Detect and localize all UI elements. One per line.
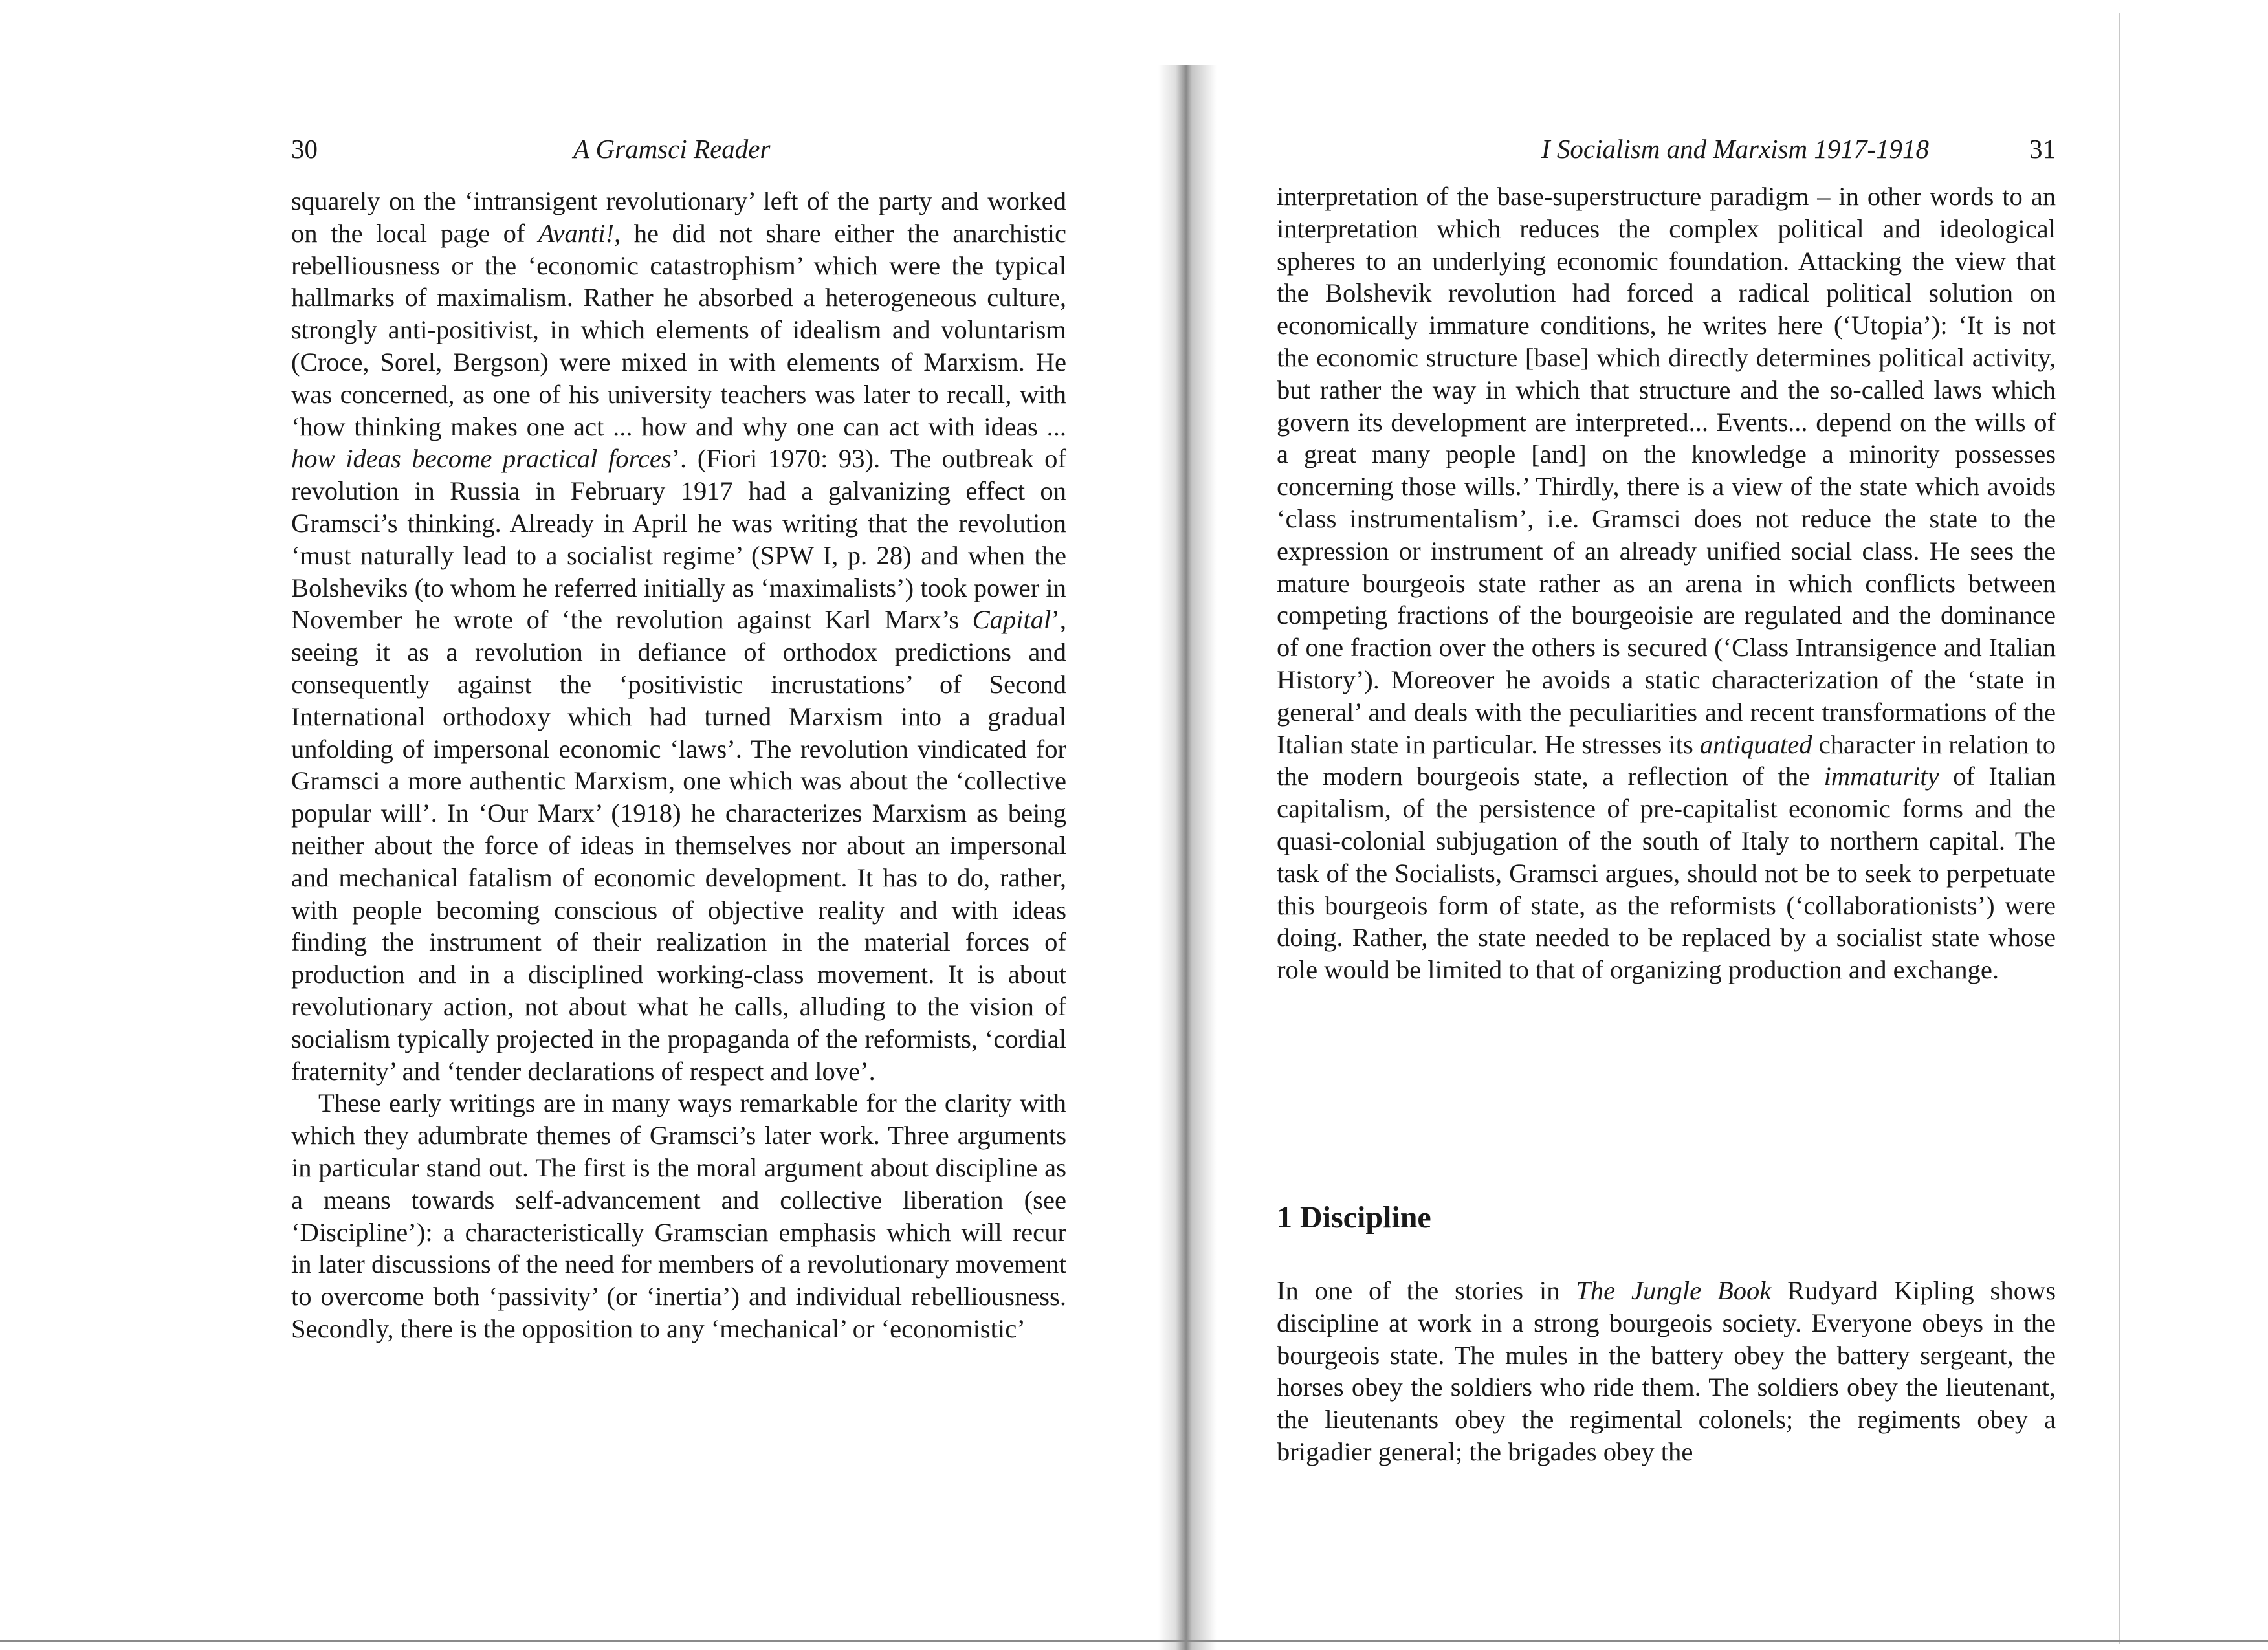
page-edge-line (2119, 13, 2120, 1644)
bottom-edge-line (0, 1640, 2268, 1642)
text-segment: character in relation to the modern bourgeois state, a reflection of the (1277, 729, 2056, 791)
italic-text-segment: The Jungle Book (1576, 1276, 1772, 1305)
paragraph (291, 1087, 1066, 1345)
text-segment: These early writings are in many ways remarkable for the clarity with which they adumbrate themes of Gramsci’s later work. Three arguments in particular stand out. The first is the moral argument about discipline as a means towards self-advancement and collective liberation (see ‘Discipline’): a characteristically Gramscian emphasis which will recur in later discussions of the need for members of a revolutionary movement to overcome both ‘passivity’ (or ‘inertia’) and individual rebelliousness. Secondly, there is the opposition to any ‘mechanical’ or ‘economistic’ (291, 1088, 1066, 1343)
text-segment: of Italian capitalism, of the persistence of pre-capitalist economic forms and the quasi-colonial subjugation of the south of Italy to northern capital. The task of the Socialists, Gramsci argues, should not be to seek to perpetuate this bourgeois form of state, as the reformists (‘collaborationists’) were doing. Rather, the state needed to be replaced by a socialist state whose role would be limited to that of organizing production and exchange. (1277, 762, 2056, 985)
text-segment: Rudyard Kipling shows discipline at work in a strong bourgeois society. Everyone obeys in the bourgeois state. The mules in the battery obey the battery sergeant, the horses obey the soldiers who ride them. The soldiers obey the lieutenant, the lieutenants obey the regimental colonels; the regiments obey a brigadier general; the brigades obey the (1277, 1276, 2056, 1466)
text-segment: ’. (Fiori 1970: 93). The outbreak of revolution in Russia in February 1917 had a galvanizing effect on Gramsci’s thinking. Already in April he was writing that the revolution ‘must naturally lead to a socialist regime’ (SPW I, p. 28) and when the Bolsheviks (to whom he referred initially as ‘maximalists’) took power in November he wrote of ‘the revolution against Karl Marx’s (291, 444, 1066, 635)
paragraph (1277, 1275, 2056, 1468)
italic-text-segment: how ideas become practical forces (291, 444, 672, 474)
right-intro-text (1277, 181, 2056, 986)
text-segment: , he did not share either the anarchistic rebelliousness or the ‘economic catastrophism’ which were the typical hallmarks of maximalism. Rather he absorbed a heterogeneous culture, strongly anti-positivist, in which elements of idealism and voluntarism (Croce, Sorel, Bergson) were mixed in with elements of Marxism. He was concerned, as one of his university teachers was later to recall, with ‘how thinking makes one act ... how and why one can act with ideas ... (291, 218, 1067, 441)
italic-text-segment: Avanti! (538, 218, 615, 248)
paragraph (291, 185, 1066, 1087)
right-running-title: I Socialism and Marxism 1917-1918 (1541, 134, 1929, 164)
left-body-text (291, 185, 1066, 1345)
italic-text-segment: Capital (972, 605, 1051, 635)
right-page-number: 31 (2029, 134, 2056, 164)
italic-text-segment: antiquated (1699, 729, 1812, 759)
text-segment: interpretation of the base-superstructure paradigm – in other words to an interpretation which reduces the complex political and ideological spheres to an underlying economic foundation. Attacking the view that the Bolshevik revolution had forced a radical political solution on economically immature conditions, he writes here (‘Utopia’): ‘It is not the economic structure [base] which directly determines political activity, but rather the way in which that structure and the so-called laws which govern its development are interpreted... Events... depend on the wills of a great many people [and] on the knowledge a minority possesses concerning those wills.’ Thirdly, there is a view of the state which avoids ‘class instrumentalism’, i.e. Gramsci does not reduce the state to the expression or instrument of an already unified social class. He sees the mature bourgeois state rather as an arena in which conflicts between competing fractions of the bourgeoisie are regulated and the dominance of one fraction over the others is secured (‘Class Intransigence and Italian History’). Moreover he avoids a static characterization of the ‘state in general’ and deals with the peculiarities and recent transformations of the Italian state in particular. He stresses its (1277, 182, 2056, 759)
section-body-text (1277, 1275, 2056, 1468)
text-segment: squarely on the ‘intransigent revolutionary’ left of the party and worked on the local page of (291, 186, 1066, 248)
left-running-title: A Gramsci Reader (573, 134, 771, 164)
text-segment: In one of the stories in (1277, 1276, 1576, 1305)
right-page (1191, 0, 2268, 1650)
paragraph (1277, 181, 2056, 986)
left-page-number: 30 (291, 134, 318, 164)
text-segment: ’, seeing it as a revolution in defiance of orthodox predictions and consequently against the ‘positivistic incrustations’ of Second International orthodoxy which had turned Marxism into a gradual unfolding of impersonal economic ‘laws’. The revolution vindicated for Gramsci a more authentic Marxism, one which was about the ‘collective popular will’. In ‘Our Marx’ (1918) he characterizes Marxism as being neither about the force of ideas in themselves nor about an impersonal and mechanical fatalism of economic development. It has to do, rather, with people becoming conscious of objective reality and with ideas finding the instrument of their realization in the material forces of production and in a disciplined working-class movement. It is about revolutionary action, not about what he calls, alluding to the vision of socialism typically projected in the propaganda of the reformists, ‘cordial fraternity’ and ‘tender declarations of respect and love’. (291, 605, 1066, 1086)
italic-text-segment: immaturity (1823, 762, 1939, 791)
section-heading: 1 Discipline (1277, 1200, 1431, 1235)
